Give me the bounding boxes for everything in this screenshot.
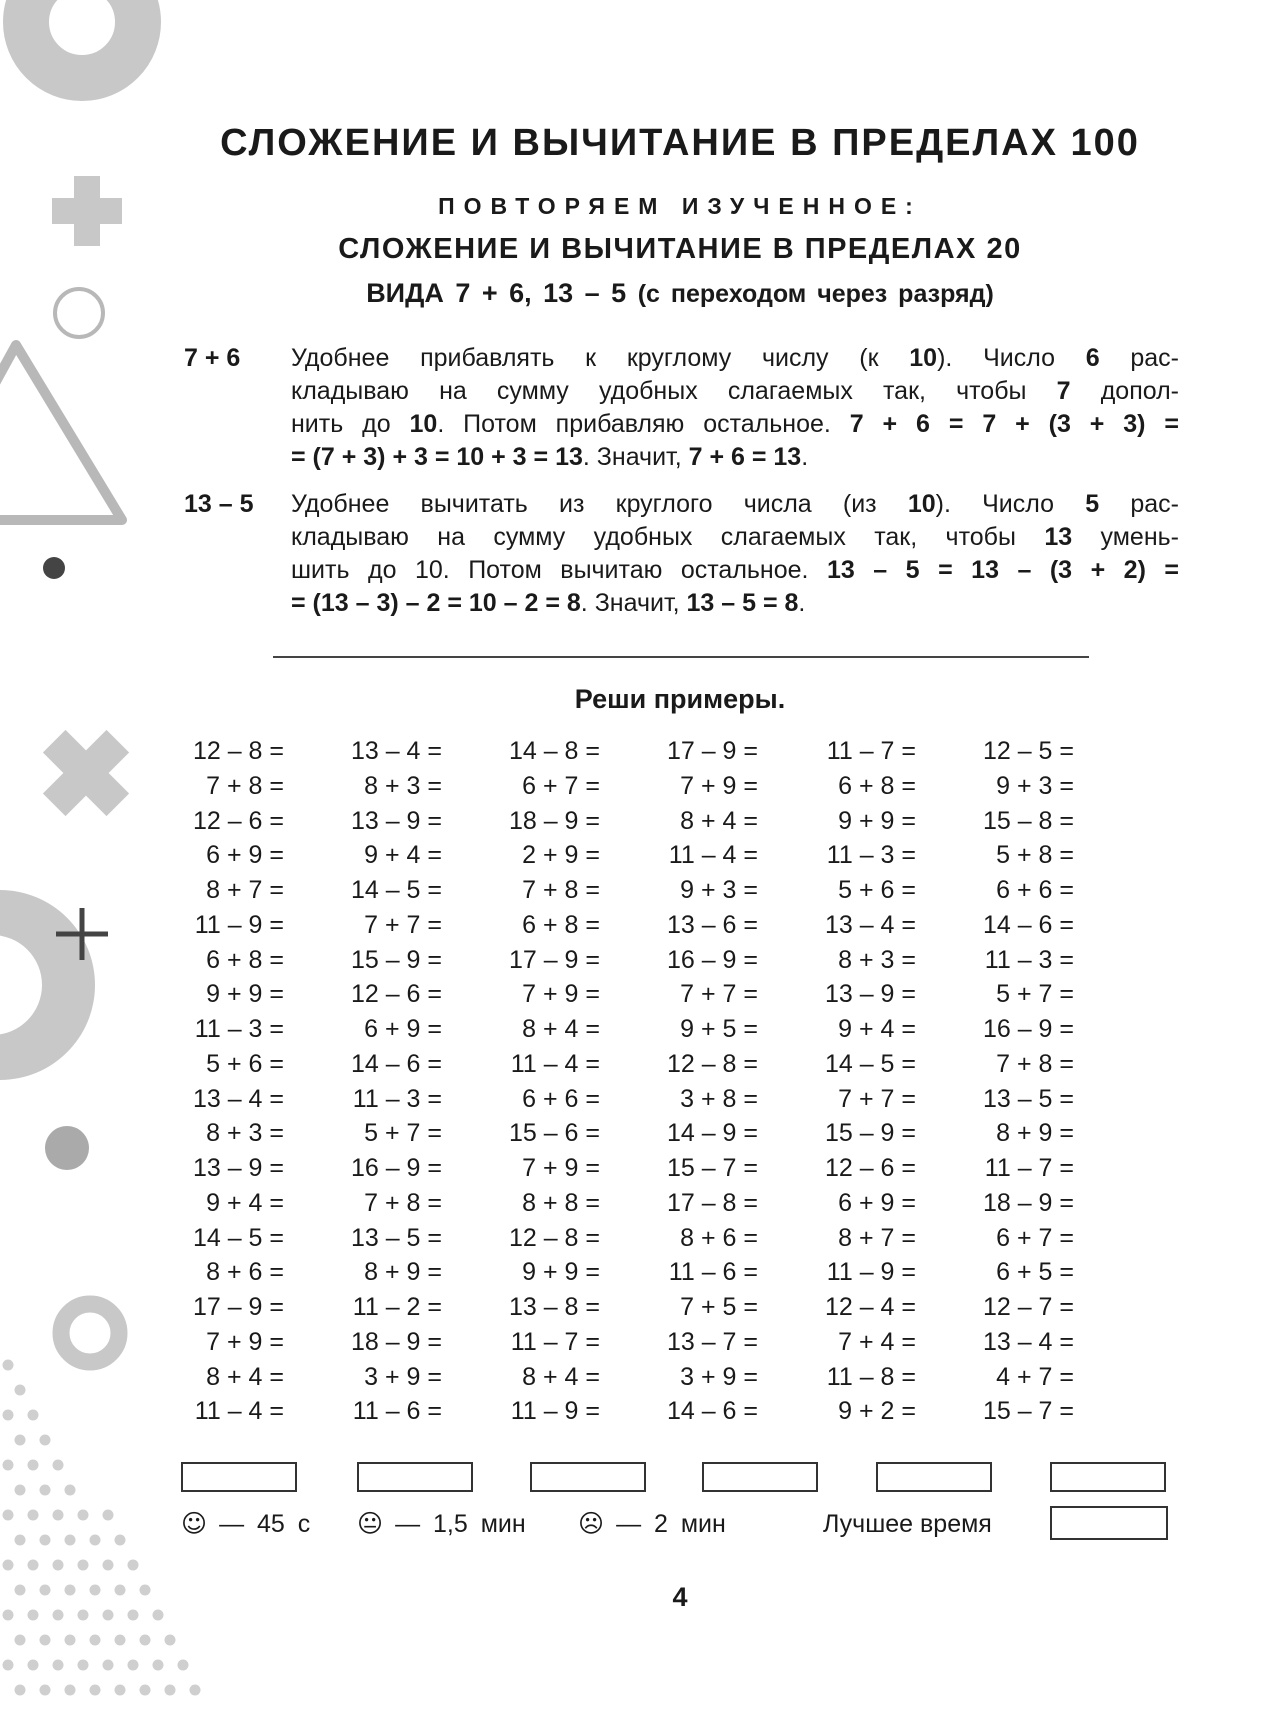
exercise-item: 8 + 3 = (364, 771, 442, 800)
exercise-item: 13 – 9 = (192, 1154, 284, 1182)
exercise-item: 7 + 8 = (996, 1049, 1074, 1078)
exercise-item: 8 + 4 = (680, 806, 758, 835)
exercise-item: 7 + 9 = (522, 1154, 600, 1182)
exercise-item: 13 – 5 = (350, 1223, 442, 1252)
exercise-item: 12 – 6 = (192, 806, 284, 835)
time-entry-box[interactable] (702, 1462, 818, 1492)
exercise-item: 9 + 9 = (206, 980, 284, 1009)
exercise-item: 6 + 5 = (996, 1258, 1074, 1287)
exercise-item: 7 + 9 = (680, 771, 758, 800)
explanation-line (291, 375, 1179, 408)
explanation-fragment: . Значит, (582, 443, 689, 471)
legend-item (578, 1507, 726, 1541)
exercise-item: 7 + 7 = (364, 910, 442, 939)
exercise-item: 11 – 4 = (510, 1049, 600, 1078)
exercise-item: 7 + 7 = (680, 980, 758, 1009)
exercise-item: 11 – 7 = (826, 737, 916, 765)
exercise-item: 13 – 7 = (666, 1327, 758, 1356)
exercise-item: 14 – 5 = (824, 1049, 916, 1078)
triangle-decor (0, 345, 122, 520)
exercise-item: 13 – 8 = (508, 1293, 600, 1321)
bold-expression: 13 (1044, 523, 1073, 551)
explanation-fragment: допол- (1070, 377, 1180, 405)
exercise-item: 15 – 8 = (982, 806, 1074, 835)
exercise-item: 9 + 5 = (680, 1015, 758, 1043)
exercise-column (970, 734, 1074, 1429)
explanation-fragment: рас- (1099, 490, 1179, 518)
exercise-item: 17 – 8 = (666, 1188, 758, 1217)
explanation-fragment: кладываю на сумму удобных слагаемых так, чтобы (291, 377, 1057, 405)
exercise-item: 12 – 8 = (192, 737, 284, 765)
exercise-item: 4 + 7 = (996, 1362, 1074, 1391)
exercise-item: 8 + 6 = (680, 1223, 758, 1252)
exercise-item: 6 + 9 = (838, 1188, 916, 1217)
exercise-item: 18 – 9 = (350, 1327, 442, 1356)
time-entry-box[interactable] (876, 1462, 992, 1492)
exercise-item: 3 + 8 = (680, 1084, 758, 1113)
exercise-item: 5 + 7 = (996, 980, 1074, 1009)
explanation-line (291, 342, 1179, 375)
exercise-item: 11 – 3 = (352, 1084, 442, 1113)
sad-face-icon: ☹ (578, 1509, 605, 1538)
exercise-item: 7 + 8 = (206, 771, 284, 800)
exercise-item: 11 – 4 = (194, 1397, 284, 1426)
exercise-item: 5 + 6 = (838, 876, 916, 904)
bold-expression: 5 (1085, 490, 1100, 518)
explanation-line (291, 587, 1179, 620)
exercise-item: 8 + 4 = (522, 1362, 600, 1391)
exercise-item: 11 – 2 = (352, 1293, 442, 1321)
bold-expression: 13 – 5 = 8 (686, 589, 799, 617)
exercise-item: 11 – 8 = (826, 1362, 916, 1391)
exercise-item: 15 – 9 = (824, 1119, 916, 1148)
exercise-item: 6 + 8 = (838, 771, 916, 800)
exercise-column (654, 734, 758, 1429)
exercise-item: 6 + 9 = (364, 1015, 442, 1043)
bold-expression: 7 + 6 = 7 + (3 + 3) = (849, 410, 1179, 438)
exercise-item: 12 – 8 = (508, 1223, 600, 1252)
topic-subtitle-note: (с переходом через разряд) (637, 280, 994, 308)
exercise-item: 11 – 9 = (826, 1258, 916, 1287)
exercise-item: 8 + 3 = (206, 1119, 284, 1148)
grey-dot-decor (45, 1126, 89, 1170)
best-time-box[interactable] (1050, 1506, 1168, 1540)
smile-face-icon: ☺ (181, 1509, 208, 1538)
exercise-item: 13 – 4 = (982, 1327, 1074, 1356)
exercise-item: 9 + 4 = (838, 1015, 916, 1043)
explanation-line (291, 408, 1179, 441)
exercise-item: 6 + 6 = (996, 876, 1074, 904)
bold-expression: = (7 + 3) + 3 = 10 + 3 = 13 (291, 443, 583, 471)
explanation-fragment: рас- (1099, 344, 1179, 372)
neutral-face-icon: 😐 (357, 1509, 384, 1538)
exercise-item: 12 – 4 = (824, 1293, 916, 1321)
explanation-fragment: . (801, 443, 809, 471)
exercise-item: 8 + 6 = (206, 1258, 284, 1287)
exercise-item: 6 + 7 = (996, 1223, 1074, 1252)
exercise-item: 14 – 6 = (350, 1049, 442, 1078)
divider-line (273, 656, 1089, 658)
exercise-item: 5 + 7 = (364, 1119, 442, 1148)
exercise-item: 12 – 6 = (350, 980, 442, 1009)
exercise-item: 6 + 6 = (522, 1084, 600, 1113)
exercise-item: 9 + 3 = (680, 876, 758, 904)
exercise-item: 16 – 9 = (350, 1154, 442, 1182)
explanation-line (291, 521, 1179, 554)
exercise-item: 12 – 6 = (824, 1154, 916, 1182)
exercise-item: 6 + 8 = (522, 910, 600, 939)
exercise-item: 7 + 8 = (522, 876, 600, 904)
legend-text: — 2 мин (616, 1510, 726, 1538)
exercise-item: 8 + 8 = (522, 1188, 600, 1217)
explanation-fragment: . Значит, (580, 589, 687, 617)
exercise-item: 6 + 7 = (522, 771, 600, 800)
exercise-item: 12 – 7 = (982, 1293, 1074, 1321)
exercise-column (812, 734, 916, 1429)
exercise-item: 13 – 4 = (824, 910, 916, 939)
explanation-line (291, 488, 1179, 521)
exercise-item: 12 – 8 = (666, 1049, 758, 1078)
bold-expression: 7 (1056, 377, 1071, 405)
exercise-item: 16 – 9 = (982, 1015, 1074, 1043)
explanation-fragment: Удобнее прибавлять к круглому числу (к (291, 344, 910, 372)
exercise-item: 3 + 9 = (680, 1362, 758, 1391)
time-entry-box[interactable] (357, 1462, 473, 1492)
exercise-item: 11 – 9 = (510, 1397, 600, 1426)
exercise-item: 8 + 4 = (206, 1362, 284, 1391)
explanation-fragment: . Потом прибавляю остальное. (437, 410, 850, 438)
exercise-item: 8 + 7 = (206, 876, 284, 904)
exercise-item: 8 + 9 = (364, 1258, 442, 1287)
exercise-item: 9 + 9 = (838, 806, 916, 835)
cross-decor (22, 709, 149, 836)
exercise-item: 9 + 9 = (522, 1258, 600, 1287)
exercise-item: 15 – 7 = (666, 1154, 758, 1182)
exercise-item: 7 + 9 = (522, 980, 600, 1009)
bold-expression: 7 + 6 = 13 (688, 443, 802, 471)
explanation-fragment: ). Число (937, 344, 1086, 372)
exercise-item: 13 – 9 = (350, 806, 442, 835)
exercise-item: 14 – 6 = (666, 1397, 758, 1426)
exercise-item: 17 – 9 = (508, 945, 600, 974)
explanation-fragment: ). Число (935, 490, 1086, 518)
exercise-item: 15 – 9 = (350, 945, 442, 974)
exercise-item: 6 + 9 = (206, 841, 284, 870)
exercise-item: 7 + 9 = (206, 1327, 284, 1356)
exercise-item: 14 – 5 = (192, 1223, 284, 1252)
bold-expression: 10 (409, 410, 438, 438)
ring-bottom-decor (61, 1304, 119, 1362)
explanation-line (291, 554, 1179, 587)
explanation-fragment: кладываю на сумму удобных слагаемых так, чтобы (291, 523, 1045, 551)
exercise-item: 11 – 3 = (826, 841, 916, 870)
dot-decor (43, 557, 65, 579)
ring-decor (26, 0, 138, 78)
explanation-line (291, 441, 1179, 474)
legend-item (357, 1507, 526, 1541)
explanation-fragment: умень- (1072, 523, 1179, 551)
exercise-item: 7 + 7 = (838, 1084, 916, 1113)
time-entry-box[interactable] (1050, 1462, 1166, 1492)
exercise-item: 14 – 5 = (350, 876, 442, 904)
time-entry-box[interactable] (181, 1462, 297, 1492)
exercise-item: 8 + 9 = (996, 1119, 1074, 1148)
exercise-item: 11 – 6 = (668, 1258, 758, 1287)
exercise-item: 17 – 9 = (192, 1293, 284, 1321)
exercise-item: 9 + 3 = (996, 771, 1074, 800)
topic-subtitle-main: ВИДА 7 + 6, 13 – 5 (366, 278, 627, 308)
exercise-item: 8 + 3 = (838, 945, 916, 974)
exercise-column (180, 734, 284, 1429)
bold-expression: 6 (1085, 344, 1100, 372)
topic-subtitle (0, 278, 1270, 309)
exercise-item: 5 + 6 = (206, 1049, 284, 1078)
exercise-item: 13 – 4 = (350, 737, 442, 765)
exercise-item: 11 – 3 = (984, 945, 1074, 974)
bold-expression: 13 – 5 = 13 – (3 + 2) = (826, 556, 1179, 584)
best-time-label: Лучшее время (823, 1510, 992, 1538)
exercise-item: 15 – 7 = (982, 1397, 1074, 1426)
exercise-item: 13 – 6 = (666, 910, 758, 939)
exercise-item: 7 + 8 = (364, 1188, 442, 1217)
exercise-item: 13 – 5 = (982, 1084, 1074, 1113)
exercise-item: 6 + 8 = (206, 945, 284, 974)
exercise-item: 18 – 9 = (508, 806, 600, 835)
exercise-item: 12 – 5 = (982, 737, 1074, 765)
task-title: Реши примеры. (574, 684, 786, 714)
exercise-item: 3 + 9 = (364, 1362, 442, 1391)
explanation-fragment: шить до 10. Потом вычитаю остальное. (291, 556, 827, 584)
legend-text: — 1,5 мин (395, 1510, 526, 1538)
exercise-item: 13 – 4 = (192, 1084, 284, 1113)
exercise-item: 16 – 9 = (666, 945, 758, 974)
exercise-item: 7 + 4 = (838, 1327, 916, 1356)
exercise-item: 2 + 9 = (522, 841, 600, 870)
bold-expression: 10 (907, 490, 936, 518)
bold-expression: = (13 – 3) – 2 = 10 – 2 = 8 (291, 589, 581, 617)
exercise-item: 9 + 4 = (206, 1188, 284, 1217)
bold-expression: 10 (909, 344, 938, 372)
exercise-item: 11 – 6 = (352, 1397, 442, 1426)
exercise-item: 17 – 9 = (666, 737, 758, 765)
exercise-item: 14 – 6 = (982, 910, 1074, 939)
exercise-item: 11 – 4 = (668, 841, 758, 870)
exercise-item: 11 – 9 = (194, 910, 284, 939)
exercise-item: 14 – 9 = (666, 1119, 758, 1148)
exercise-item: 8 + 7 = (838, 1223, 916, 1252)
topic-title: СЛОЖЕНИЕ И ВЫЧИТАНИЕ В ПРЕДЕЛАХ 20 (338, 233, 1022, 265)
exercise-column (496, 734, 600, 1429)
exercise-item: 9 + 2 = (838, 1397, 916, 1426)
exercise-item: 11 – 7 = (510, 1327, 600, 1356)
exercise-item: 13 – 9 = (824, 980, 916, 1009)
explanation-fragment: нить до (291, 410, 410, 438)
exercise-item: 11 – 3 = (194, 1015, 284, 1043)
section-subtitle: ПОВТОРЯЕМ ИЗУЧЕННОЕ: (438, 193, 922, 219)
explanation-fragment: Удобнее вычитать из круглого числа (из (291, 490, 908, 518)
time-entry-box[interactable] (530, 1462, 646, 1492)
exercise-item: 5 + 8 = (996, 841, 1074, 870)
page-title: СЛОЖЕНИЕ И ВЫЧИТАНИЕ В ПРЕДЕЛАХ 100 (220, 122, 1140, 164)
explanation-fragment: . (798, 589, 806, 617)
legend-text: — 45 с (219, 1510, 311, 1538)
exercise-item: 15 – 6 = (508, 1119, 600, 1148)
exercise-item: 7 + 5 = (680, 1293, 758, 1321)
explanation-label: 7 + 6 (184, 344, 241, 372)
exercise-item: 8 + 4 = (522, 1015, 600, 1043)
dot-pattern-decor (3, 1360, 201, 1696)
explanation-text (291, 488, 1179, 620)
exercise-item: 9 + 4 = (364, 841, 442, 870)
legend-item (181, 1507, 310, 1541)
exercise-item: 18 – 9 = (982, 1188, 1074, 1217)
exercise-item: 11 – 7 = (984, 1154, 1074, 1182)
explanation-text (291, 342, 1179, 474)
page-number: 4 (672, 1582, 688, 1612)
explanation-label: 13 – 5 (184, 490, 254, 518)
exercise-item: 14 – 8 = (508, 737, 600, 765)
exercise-column (338, 734, 442, 1429)
